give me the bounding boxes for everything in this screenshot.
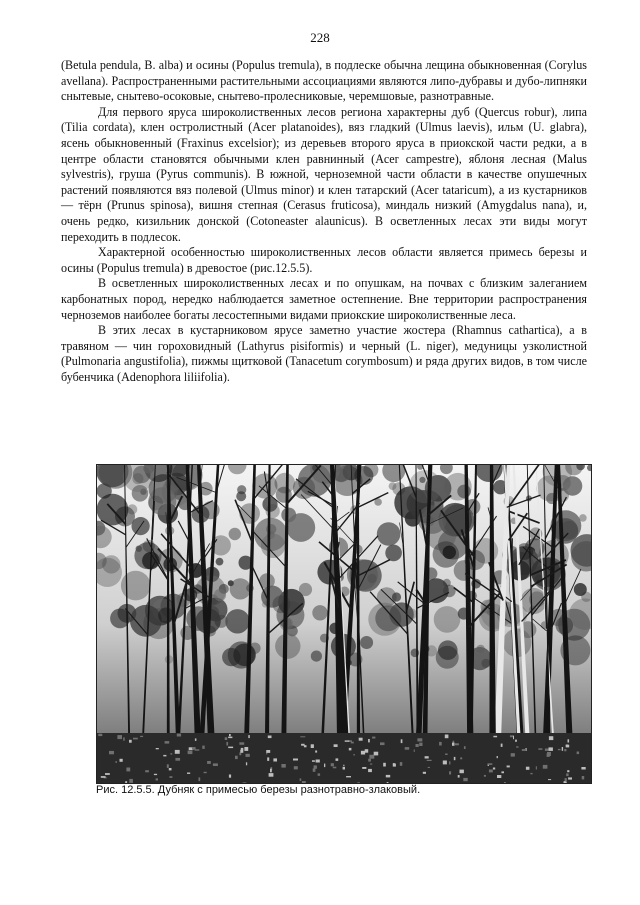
figure-caption: Рис. 12.5.5. Дубняк с примесью березы разнотравно-злаковый. [96,784,421,796]
paragraph-2: Для первого яруса широколиственных лесов региона характерны дуб (Quercus robur), липа (Tilia cordata), клен остролистный (Acer platanoides), вяз гладкий (Ulmus laevis), ильм (U. glabra), ясень обыкновенный (Fraxinus excelsior); из деревьев второго яруса в приокской части редки, а в центре области становятся обычными клен равнинный (Acer campestre), яблоня лесная (Malus sylvestris), груша (Pyrus communis). В южной, черноземной части области в качестве опушечных растений появляются вяз полевой (Ulmus minor) и клен татарский (Acer tataricum), а из кустарников — тёрн (Prunus spinosa), вишня степная (Cerasus fruticosa), миндаль низкий (Amygdalus nana), и, очень редко, кизильник донской (Cotoneaster alaunicus). В осветленных лесах эти виды могут переходить в подлесок. [61,104,587,244]
forest-photo [96,464,592,784]
forest-photo-drawing [97,465,591,783]
body-text [61,58,587,385]
page-number: 228 [310,30,330,45]
paragraph-1: (Betula pendula, B. alba) и осины (Populus tremula), в подлеске обычна лещина обыкновенная (Corylus avellana). Распространенными растительными ассоциациями являются липо-дубравы и дубо-липняки снытевые, снытево-осоковые, снытево-пролесниковые, черемшовые, разнотравные. [61,58,587,104]
paragraph-5: В этих лесах в кустарниковом ярусе заметно участие жостера (Rhamnus cathartica), а в травяном — чин гороховидный (Lathyrus pisiformis) и черный (L. niger), медуницы узколистной (Pulmonaria angustifolia), пижмы щитковой (Tanacetum corymbosum) и ряда других видов, в том числе бубенчика (Adenophora liliifolia). [61,323,587,384]
paragraph-3: Характерной особенностью широколиственных лесов области является примесь березы и осины (Populus tremula) в древостое (рис.12.5.5). [61,245,587,275]
paragraph-4: В осветленных широколиственных лесах и по опушкам, на почвах с близким залеганием карбонатных пород, нередко наблюдается заметное остепнение. Вне территории распространения черноземов наиболее богаты лесостепными видами приокские широколиственные леса. [61,276,587,322]
